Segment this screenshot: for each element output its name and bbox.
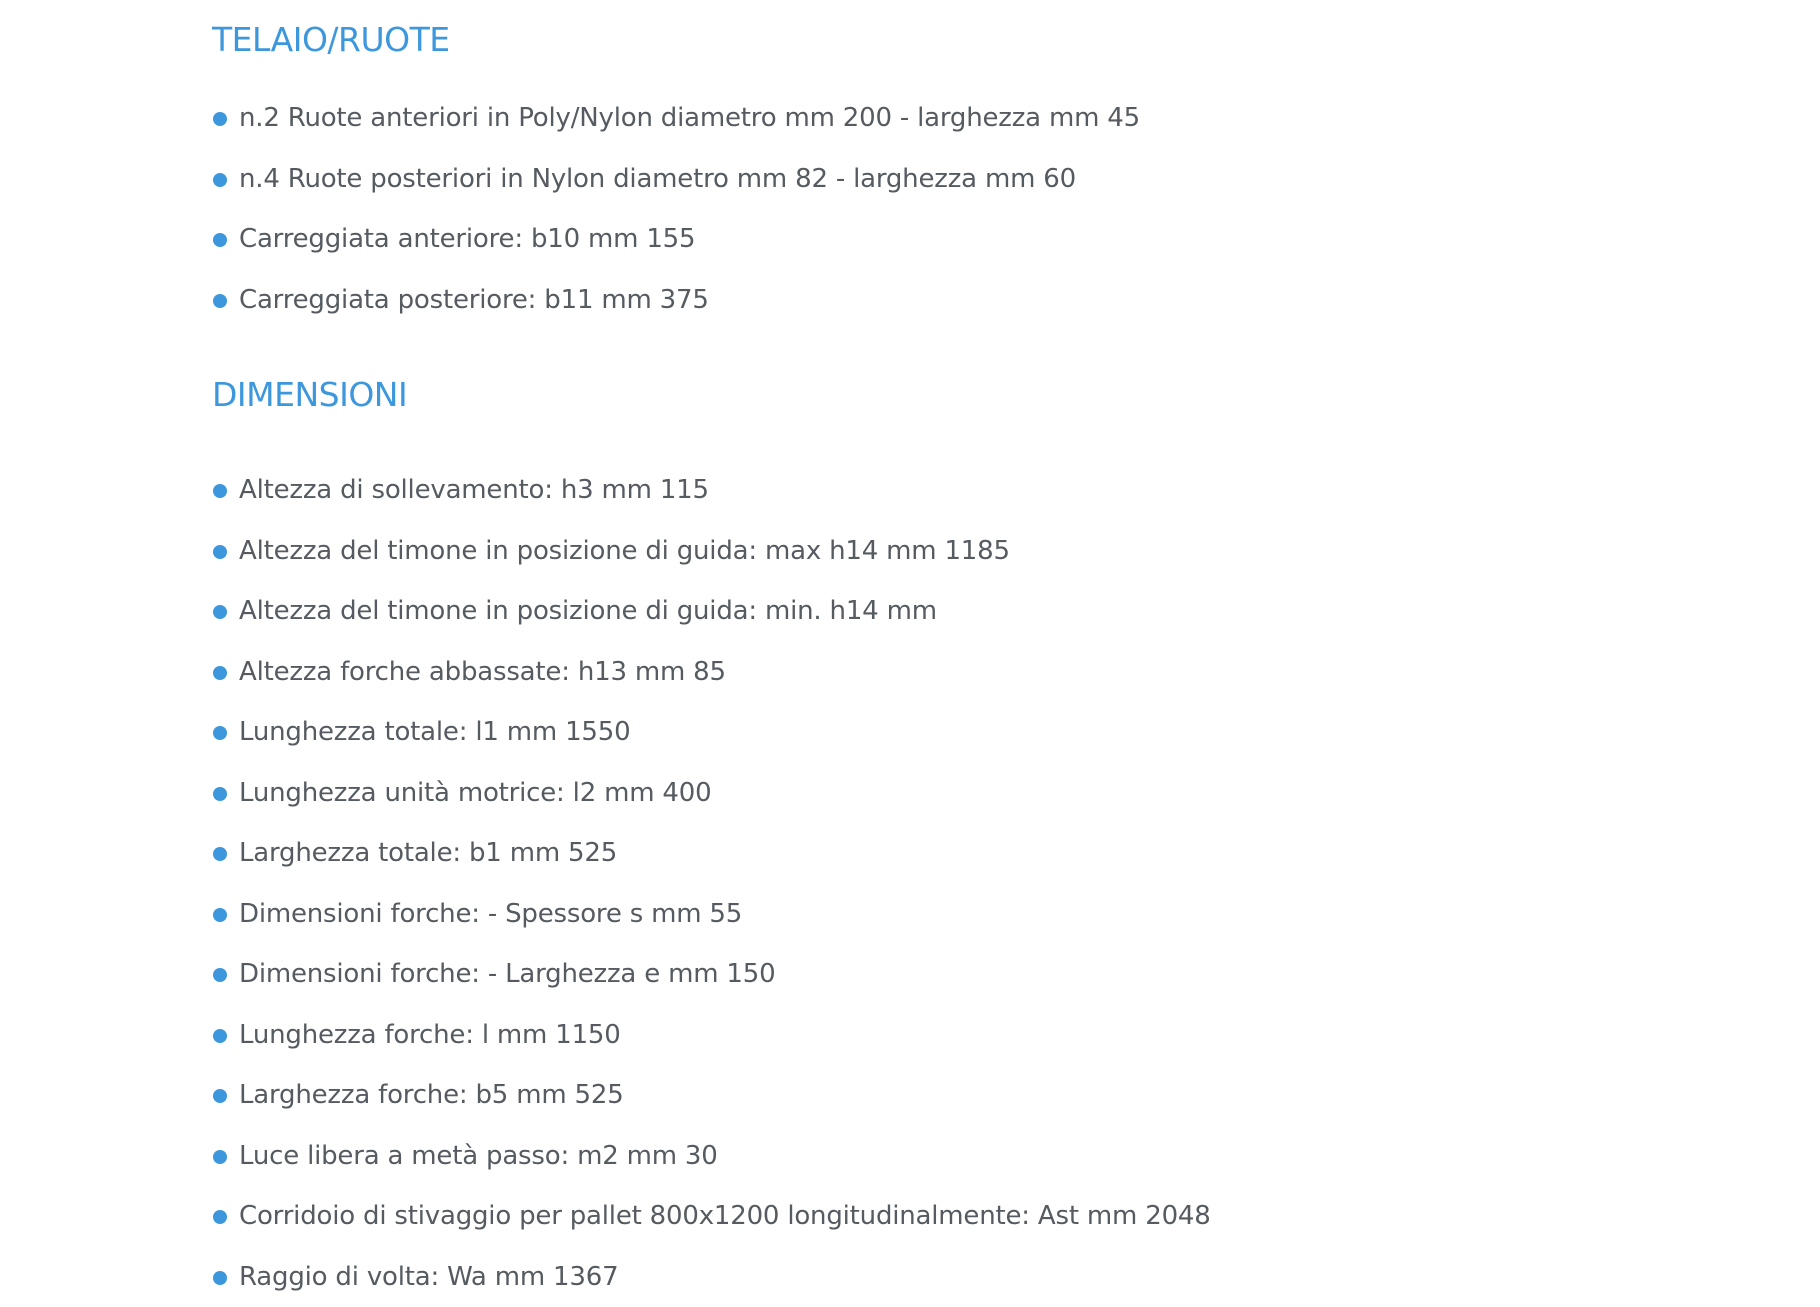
section-title: TELAIO/RUOTE bbox=[212, 0, 1612, 80]
list-item-text: Dimensioni forche: - Larghezza e mm 150 bbox=[239, 959, 775, 989]
list-item-text: n.2 Ruote anteriori in Poly/Nylon diametro mm 200 - larghezza mm 45 bbox=[239, 103, 1140, 133]
bullet-icon bbox=[213, 1271, 227, 1285]
list-item bbox=[212, 581, 1612, 642]
bullet-icon bbox=[213, 847, 227, 861]
list-item bbox=[212, 642, 1612, 703]
list-item bbox=[212, 1126, 1612, 1187]
bullet-icon bbox=[213, 233, 227, 247]
bullet-icon bbox=[213, 173, 227, 187]
list-item bbox=[212, 149, 1612, 210]
list-item bbox=[212, 1186, 1612, 1247]
list-item bbox=[212, 1247, 1612, 1307]
list-item bbox=[212, 763, 1612, 824]
list-item-text: Corridoio di stivaggio per pallet 800x1200 longitudinalmente: Ast mm 2048 bbox=[239, 1201, 1211, 1231]
section-telaio-ruote bbox=[212, 0, 1612, 330]
spec-content bbox=[212, 0, 1612, 1307]
list-item bbox=[212, 823, 1612, 884]
list-item-text: Lunghezza unità motrice: l2 mm 400 bbox=[239, 778, 711, 808]
list-item-text: Lunghezza forche: l mm 1150 bbox=[239, 1020, 621, 1050]
bullet-icon bbox=[213, 666, 227, 680]
list-item bbox=[212, 460, 1612, 521]
spec-list bbox=[212, 88, 1612, 330]
list-item bbox=[212, 88, 1612, 149]
list-item-text: Altezza di sollevamento: h3 mm 115 bbox=[239, 475, 709, 505]
list-item bbox=[212, 209, 1612, 270]
list-item bbox=[212, 270, 1612, 331]
bullet-icon bbox=[213, 1029, 227, 1043]
list-item-text: n.4 Ruote posteriori in Nylon diametro mm 82 - larghezza mm 60 bbox=[239, 164, 1076, 194]
list-item bbox=[212, 944, 1612, 1005]
list-item bbox=[212, 521, 1612, 582]
bullet-icon bbox=[213, 1089, 227, 1103]
list-item bbox=[212, 1005, 1612, 1066]
bullet-icon bbox=[213, 968, 227, 982]
list-item-text: Carreggiata posteriore: b11 mm 375 bbox=[239, 285, 709, 315]
list-item-text: Altezza forche abbassate: h13 mm 85 bbox=[239, 657, 726, 687]
section-title: DIMENSIONI bbox=[212, 355, 1612, 435]
list-item-text: Luce libera a metà passo: m2 mm 30 bbox=[239, 1141, 718, 1171]
list-item bbox=[212, 702, 1612, 763]
bullet-icon bbox=[213, 545, 227, 559]
list-item-text: Dimensioni forche: - Spessore s mm 55 bbox=[239, 899, 742, 929]
list-item-text: Lunghezza totale: l1 mm 1550 bbox=[239, 717, 630, 747]
bullet-icon bbox=[213, 1210, 227, 1224]
bullet-icon bbox=[213, 908, 227, 922]
bullet-icon bbox=[213, 1150, 227, 1164]
list-item-text: Larghezza forche: b5 mm 525 bbox=[239, 1080, 624, 1110]
section-dimensioni bbox=[212, 355, 1612, 1307]
list-item bbox=[212, 1065, 1612, 1126]
bullet-icon bbox=[213, 726, 227, 740]
bullet-icon bbox=[213, 112, 227, 126]
bullet-icon bbox=[213, 787, 227, 801]
list-item-text: Carreggiata anteriore: b10 mm 155 bbox=[239, 224, 695, 254]
list-item-text: Altezza del timone in posizione di guida: min. h14 mm bbox=[239, 596, 937, 626]
list-item-text: Raggio di volta: Wa mm 1367 bbox=[239, 1262, 618, 1292]
bullet-icon bbox=[213, 605, 227, 619]
bullet-icon bbox=[213, 294, 227, 308]
bullet-icon bbox=[213, 484, 227, 498]
list-item bbox=[212, 884, 1612, 945]
spec-list bbox=[212, 460, 1612, 1307]
list-item-text: Altezza del timone in posizione di guida: max h14 mm 1185 bbox=[239, 536, 1010, 566]
list-item-text: Larghezza totale: b1 mm 525 bbox=[239, 838, 617, 868]
